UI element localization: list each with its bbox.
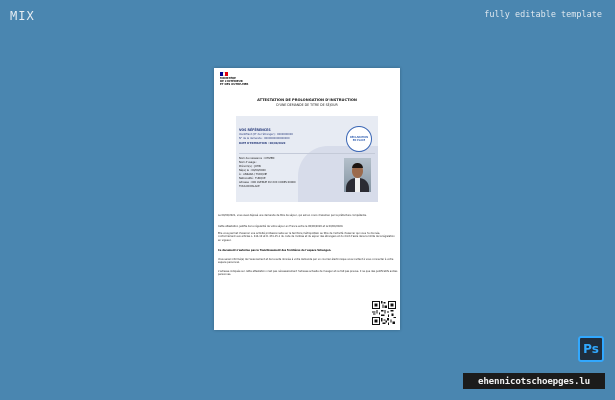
paragraph: L'adresse indiquée sur cette attestation n'est pas nécessairement l'adresse actuelle de l'usager et ne fait pas preuve. Il ne que des justificatifs autres personnes.: [218, 270, 398, 277]
card-divider: [239, 153, 375, 154]
paragraph: Elle vous permet d'exercer une activité professionnelle sur le territoire métropolitain au titre de l'activité d'exercer qui vous l'a donnée, conformément aux articles L. 414-10 et R. 431-15-1 du code de l'entrée et du séjour des étrangers et du droit d'asile dans la limite de la législation en vigueur.: [218, 232, 395, 242]
identity-line: À : ANKARA / TURQUIE: [239, 173, 268, 176]
reference-line: N° de la demande : 0000000000000000: [239, 137, 290, 140]
qr-code-icon: [372, 301, 396, 325]
template-tagline: fully editable template: [484, 10, 602, 20]
identity-line: Nom de naissance : CITIZEN: [239, 157, 275, 160]
reference-line: Identifiant (N° de l'étranger) : 0000000000: [239, 133, 293, 136]
reference-line: DATE D'EXPIRATION : 00/00/2020: [239, 142, 286, 145]
document-title: ATTESTATION DE PROLONGATION D'INSTRUCTION: [257, 98, 357, 102]
identity-line: Prénom(s) : JOHN: [239, 165, 261, 168]
identity-line: Nationalité : TURQUE: [239, 177, 266, 180]
document-preview: [214, 68, 400, 330]
website-label: ehennicotschoepges.lu: [463, 373, 605, 389]
ministry-name: MINISTÈRE DE L'INTÉRIEUR ET DES OUTRE-MER: [220, 77, 249, 86]
paragraph: Le 00/00/2021, vous avez déposé une demande de titre de séjour, qui est en cours d'examen par la préfecture compétente.: [218, 214, 367, 217]
document-subtitle: D'UNE DEMANDE DE TITRE DE SÉJOUR: [276, 103, 338, 107]
references-heading: VOS RÉFÉRENCES: [239, 128, 271, 132]
identity-line: Adresse : 000 AVENUE DU XXX CORPS 00000: [239, 181, 296, 184]
id-photo: [344, 158, 371, 192]
status-stamp: DÉCLARATION EN PLACE: [346, 126, 372, 152]
paragraph: Ce document n'autorise pas le franchissement des frontières de l'espace Schengen.: [218, 249, 332, 252]
identity-line: Nom d'usage :: [239, 161, 258, 164]
paragraph: Vous serez informé(e) de l'avancement et de la suite donnée à votre demande par un courrier électronique vous invitant à vous connecter à votre espace personnel.: [218, 258, 394, 265]
paragraph: Cette attestation justifie de la régularité de votre séjour en France entre le 00/00/2020 et le 00/00/2020.: [218, 225, 344, 228]
identity-card: [236, 116, 378, 202]
french-flag-icon: [220, 72, 228, 76]
brand-label: MIX: [10, 9, 35, 23]
identity-line: TOULON PALACE: [239, 185, 260, 188]
identity-line: Né(e) le : 00/00/0000: [239, 169, 266, 172]
photoshop-icon: Ps: [578, 336, 604, 362]
